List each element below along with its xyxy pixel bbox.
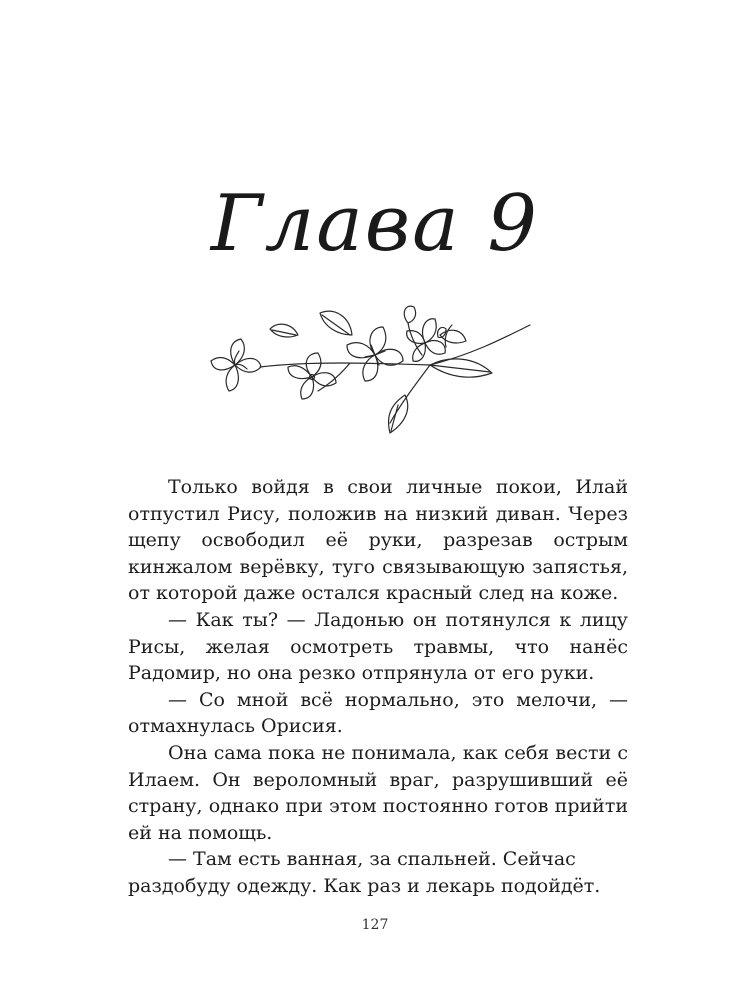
page-number: 127 <box>361 917 389 933</box>
paragraph: Она сама пока не понимала, как себя вести с Илаем. Он вероломный враг, разрушивший её страну, однако при этом постоянно готов прийти ей на помощь. <box>128 741 628 844</box>
chapter-title: Глава 9 <box>210 179 540 269</box>
flowering-branch-icon <box>200 295 540 435</box>
paragraph: — Как ты? — Ладонью он потянулся к лицу Рисы, желая осмотреть травмы, что нанёс Радомир, но она резко отпрянула от его руки. <box>128 608 628 685</box>
paragraph: — Со мной всё нормально, это мелочи, — отмахнулась Орисия. <box>128 688 628 738</box>
paragraph: Только войдя в свои личные покои, Илай отпустил Рису, положив на низкий диван. Через щепу освободил её руки, разрезав острым кинжалом верёвку, туго связывающую запястья, от которой даже остался красный след на коже. <box>128 476 628 605</box>
body-text <box>128 474 628 900</box>
paragraph: — Там есть ванная, за спальней. Сейчас раздобуду одежду. Как раз и лекарь подойдёт. <box>128 848 601 897</box>
